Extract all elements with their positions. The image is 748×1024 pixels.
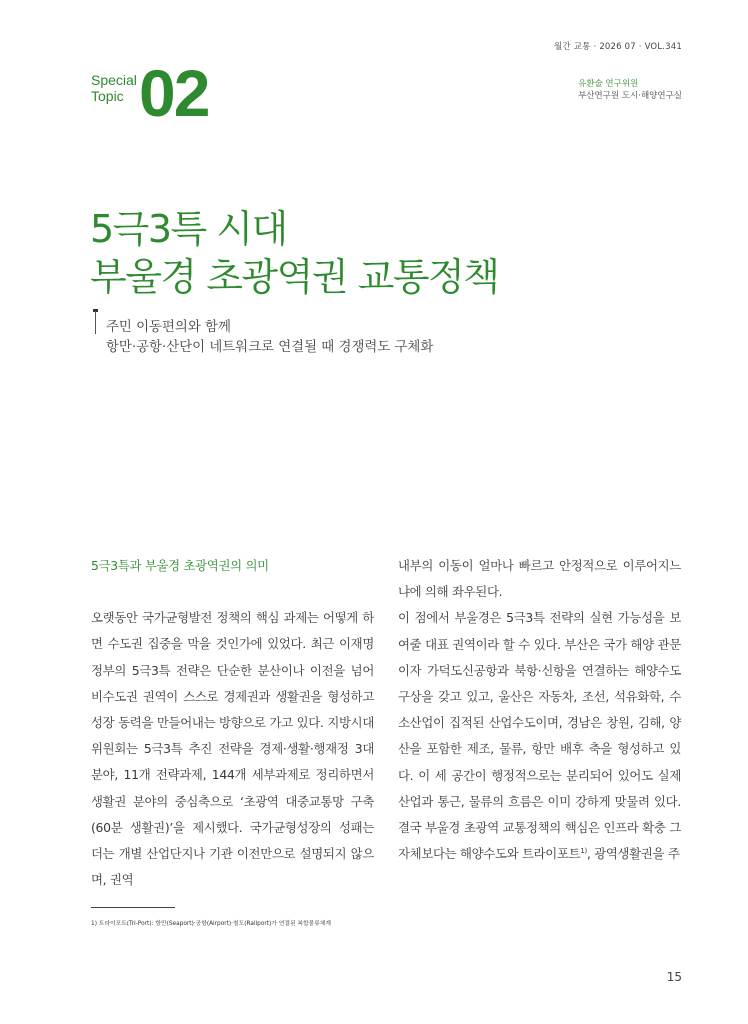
footnote-divider: [91, 907, 175, 908]
special-topic-label: [91, 72, 137, 104]
article-subtitle: [106, 318, 433, 358]
topic-label: Topic: [91, 88, 124, 104]
paragraph-text: 이 점에서 부울경은 5극3특 전략의 실현 가능성을 보여줄 대표 권역이라 할 수 있다. 부산은 국가 해양 관문이자 가덕도신공항과 북항·신항을 연결하는 해양수도 구상을 갖고 있고, 울산은 자동차, 조선, 석유화학, 수소산업이 집적된 산업수도이며, 경남은 창원, 김해, 양산을 포함한 제조, 물류, 항만 배후 축을 형성하고 있다. 이 세 공간이 행정적으로는 분리되어 있어도 실제 산업과 통근, 물류의 흐름은 이미 강하게 맞물려 있다. 결국 부울경 초광역 교통정책의 핵심은 인프라 확충 그 자체보다는 해양수도와 트라이포트: [398, 610, 681, 862]
footnote: 1) 트라이포트(Tri-Port): 항만(Seaport)·공항(Airport)·철도(Railport)가 연결된 복합물류체계: [91, 921, 331, 927]
article-title: [90, 205, 498, 301]
subtitle-line-1: 주민 이동편의와 함께: [106, 320, 231, 335]
running-header: 월간 교통 · 2026 07 · VOL.341: [554, 42, 682, 52]
author-affiliation: 부산연구원 도시·해양연구실: [578, 91, 682, 101]
left-column: [91, 553, 374, 893]
body-paragraph: [398, 605, 681, 867]
title-line-1: 5극3특 시대: [90, 207, 287, 251]
paragraph-text-continued: , 광역생활권을 주: [586, 846, 680, 862]
subtitle-line-2: 항만·공항·산단이 네트워크로 연결될 때 경쟁력도 구체화: [106, 340, 434, 355]
body-paragraph: 오랫동안 국가균형발전 정책의 핵심 과제는 어떻게 하면 수도권 집중을 막을 것인가에 있었다. 최근 이재명 정부의 5극3특 전략은 단순한 분산이나 이전을 넘어 비수도권 권역이 스스로 경제권과 생활권을 형성하고 성장 동력을 만들어내는 방향으로 가고 있다. 지방시대위원회는 5극3특 추진 전략을 경제·생활·행재정 3대 분야, 11개 전략과제, 144개 세부과제로 정리하면서 생활권 분야의 중심축으로 ‘초광역 대중교통망 구축(60분 생활권)’을 제시했다. 국가균형성장의 성패는 더는 개별 산업단지나 기관 이전만으로 설명되지 않으며, 권역: [91, 610, 374, 888]
footnote-marker[interactable]: 1): [580, 847, 587, 856]
author-name: 유환술 연구위원: [578, 79, 639, 89]
page-number: 15: [666, 970, 682, 984]
subtitle-rule: [95, 311, 96, 334]
topic-number: 02: [139, 56, 209, 130]
special-label: Special: [91, 72, 137, 88]
title-line-2: 부울경 초광역권 교통정책: [90, 255, 499, 299]
section-heading: 5극3특과 부울경 초광역권의 의미: [91, 558, 269, 573]
right-column: [398, 553, 681, 867]
body-paragraph: 내부의 이동이 얼마나 빠르고 안정적으로 이루어지느냐에 의해 좌우된다.: [398, 558, 681, 600]
author-block: [578, 78, 682, 102]
